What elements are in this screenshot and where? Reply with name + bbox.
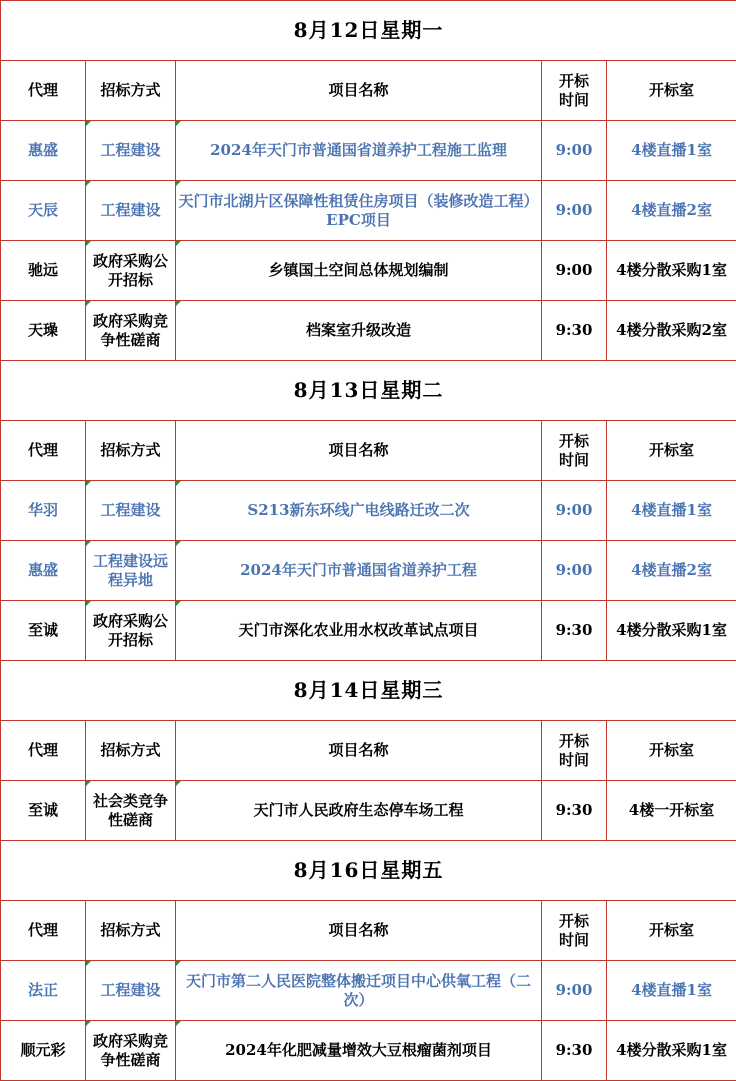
header-time: 开标 时间 — [542, 421, 607, 481]
time-cell: 9:00 — [542, 241, 607, 301]
table-row — [1, 121, 736, 181]
project-cell: 2024年天门市普通国省道养护工程施工监理 — [176, 121, 542, 181]
header-room: 开标室 — [607, 901, 736, 961]
project-cell: 2024年天门市普通国省道养护工程 — [176, 541, 542, 601]
table-row — [1, 601, 736, 661]
header-agent: 代理 — [1, 901, 86, 961]
header-project: 项目名称 — [176, 421, 542, 481]
method-cell: 工程建设 — [86, 961, 176, 1021]
method-cell: 社会类竞争性磋商 — [86, 781, 176, 841]
header-room: 开标室 — [607, 61, 736, 121]
header-method: 招标方式 — [86, 721, 176, 781]
project-cell: 档案室升级改造 — [176, 301, 542, 361]
header-time: 开标 时间 — [542, 721, 607, 781]
header-agent: 代理 — [1, 61, 86, 121]
header-method: 招标方式 — [86, 61, 176, 121]
date-heading: 8月12日星期一 — [1, 1, 736, 61]
agent-cell: 天璪 — [1, 301, 86, 361]
table-row — [1, 481, 736, 541]
agent-cell: 惠盛 — [1, 541, 86, 601]
project-cell: 天门市深化农业用水权改革试点项目 — [176, 601, 542, 661]
room-cell: 4楼分散采购1室 — [607, 1021, 736, 1081]
agent-cell: 至诚 — [1, 781, 86, 841]
method-cell: 政府采购竞争性磋商 — [86, 301, 176, 361]
time-cell: 9:30 — [542, 781, 607, 841]
project-cell: 乡镇国土空间总体规划编制 — [176, 241, 542, 301]
header-time: 开标 时间 — [542, 61, 607, 121]
header-agent: 代理 — [1, 421, 86, 481]
project-cell: 2024年化肥减量增效大豆根瘤菌剂项目 — [176, 1021, 542, 1081]
header-row — [1, 901, 736, 961]
table-row — [1, 241, 736, 301]
room-cell: 4楼直播2室 — [607, 181, 736, 241]
header-room: 开标室 — [607, 721, 736, 781]
room-cell: 4楼分散采购1室 — [607, 601, 736, 661]
date-heading: 8月14日星期三 — [1, 661, 736, 721]
time-cell: 9:00 — [542, 121, 607, 181]
method-cell: 政府采购竞争性磋商 — [86, 1021, 176, 1081]
agent-cell: 顺元彩 — [1, 1021, 86, 1081]
agent-cell: 驰远 — [1, 241, 86, 301]
header-project: 项目名称 — [176, 721, 542, 781]
date-row — [1, 1, 736, 61]
agent-cell: 至诚 — [1, 601, 86, 661]
agent-cell: 法正 — [1, 961, 86, 1021]
header-method: 招标方式 — [86, 421, 176, 481]
project-cell: S213新东环线广电线路迁改二次 — [176, 481, 542, 541]
time-cell: 9:00 — [542, 541, 607, 601]
header-row — [1, 421, 736, 481]
method-cell: 工程建设 — [86, 181, 176, 241]
header-method: 招标方式 — [86, 901, 176, 961]
project-cell: 天门市人民政府生态停车场工程 — [176, 781, 542, 841]
table-row — [1, 781, 736, 841]
header-agent: 代理 — [1, 721, 86, 781]
date-heading: 8月13日星期二 — [1, 361, 736, 421]
table-row — [1, 961, 736, 1021]
header-project: 项目名称 — [176, 61, 542, 121]
project-cell: 天门市北湖片区保障性租赁住房项目（装修改造工程）EPC项目 — [176, 181, 542, 241]
date-row — [1, 841, 736, 901]
method-cell: 政府采购公开招标 — [86, 241, 176, 301]
time-cell: 9:30 — [542, 601, 607, 661]
method-cell: 工程建设 — [86, 121, 176, 181]
project-cell: 天门市第二人民医院整体搬迁项目中心供氧工程（二次） — [176, 961, 542, 1021]
table-row — [1, 541, 736, 601]
time-cell: 9:00 — [542, 961, 607, 1021]
agent-cell: 惠盛 — [1, 121, 86, 181]
date-row — [1, 661, 736, 721]
method-cell: 工程建设 — [86, 481, 176, 541]
room-cell: 4楼分散采购1室 — [607, 241, 736, 301]
time-cell: 9:00 — [542, 481, 607, 541]
room-cell: 4楼直播1室 — [607, 481, 736, 541]
time-cell: 9:00 — [542, 181, 607, 241]
date-heading: 8月16日星期五 — [1, 841, 736, 901]
method-cell: 政府采购公开招标 — [86, 601, 176, 661]
date-row — [1, 361, 736, 421]
method-cell: 工程建设远程异地 — [86, 541, 176, 601]
table-row — [1, 301, 736, 361]
header-time: 开标 时间 — [542, 901, 607, 961]
table-row — [1, 1021, 736, 1081]
time-cell: 9:30 — [542, 301, 607, 361]
room-cell: 4楼一开标室 — [607, 781, 736, 841]
room-cell: 4楼直播1室 — [607, 121, 736, 181]
time-cell: 9:30 — [542, 1021, 607, 1081]
header-row — [1, 61, 736, 121]
header-row — [1, 721, 736, 781]
header-room: 开标室 — [607, 421, 736, 481]
room-cell: 4楼分散采购2室 — [607, 301, 736, 361]
header-project: 项目名称 — [176, 901, 542, 961]
room-cell: 4楼直播2室 — [607, 541, 736, 601]
table-row — [1, 181, 736, 241]
room-cell: 4楼直播1室 — [607, 961, 736, 1021]
agent-cell: 华羽 — [1, 481, 86, 541]
agent-cell: 天辰 — [1, 181, 86, 241]
